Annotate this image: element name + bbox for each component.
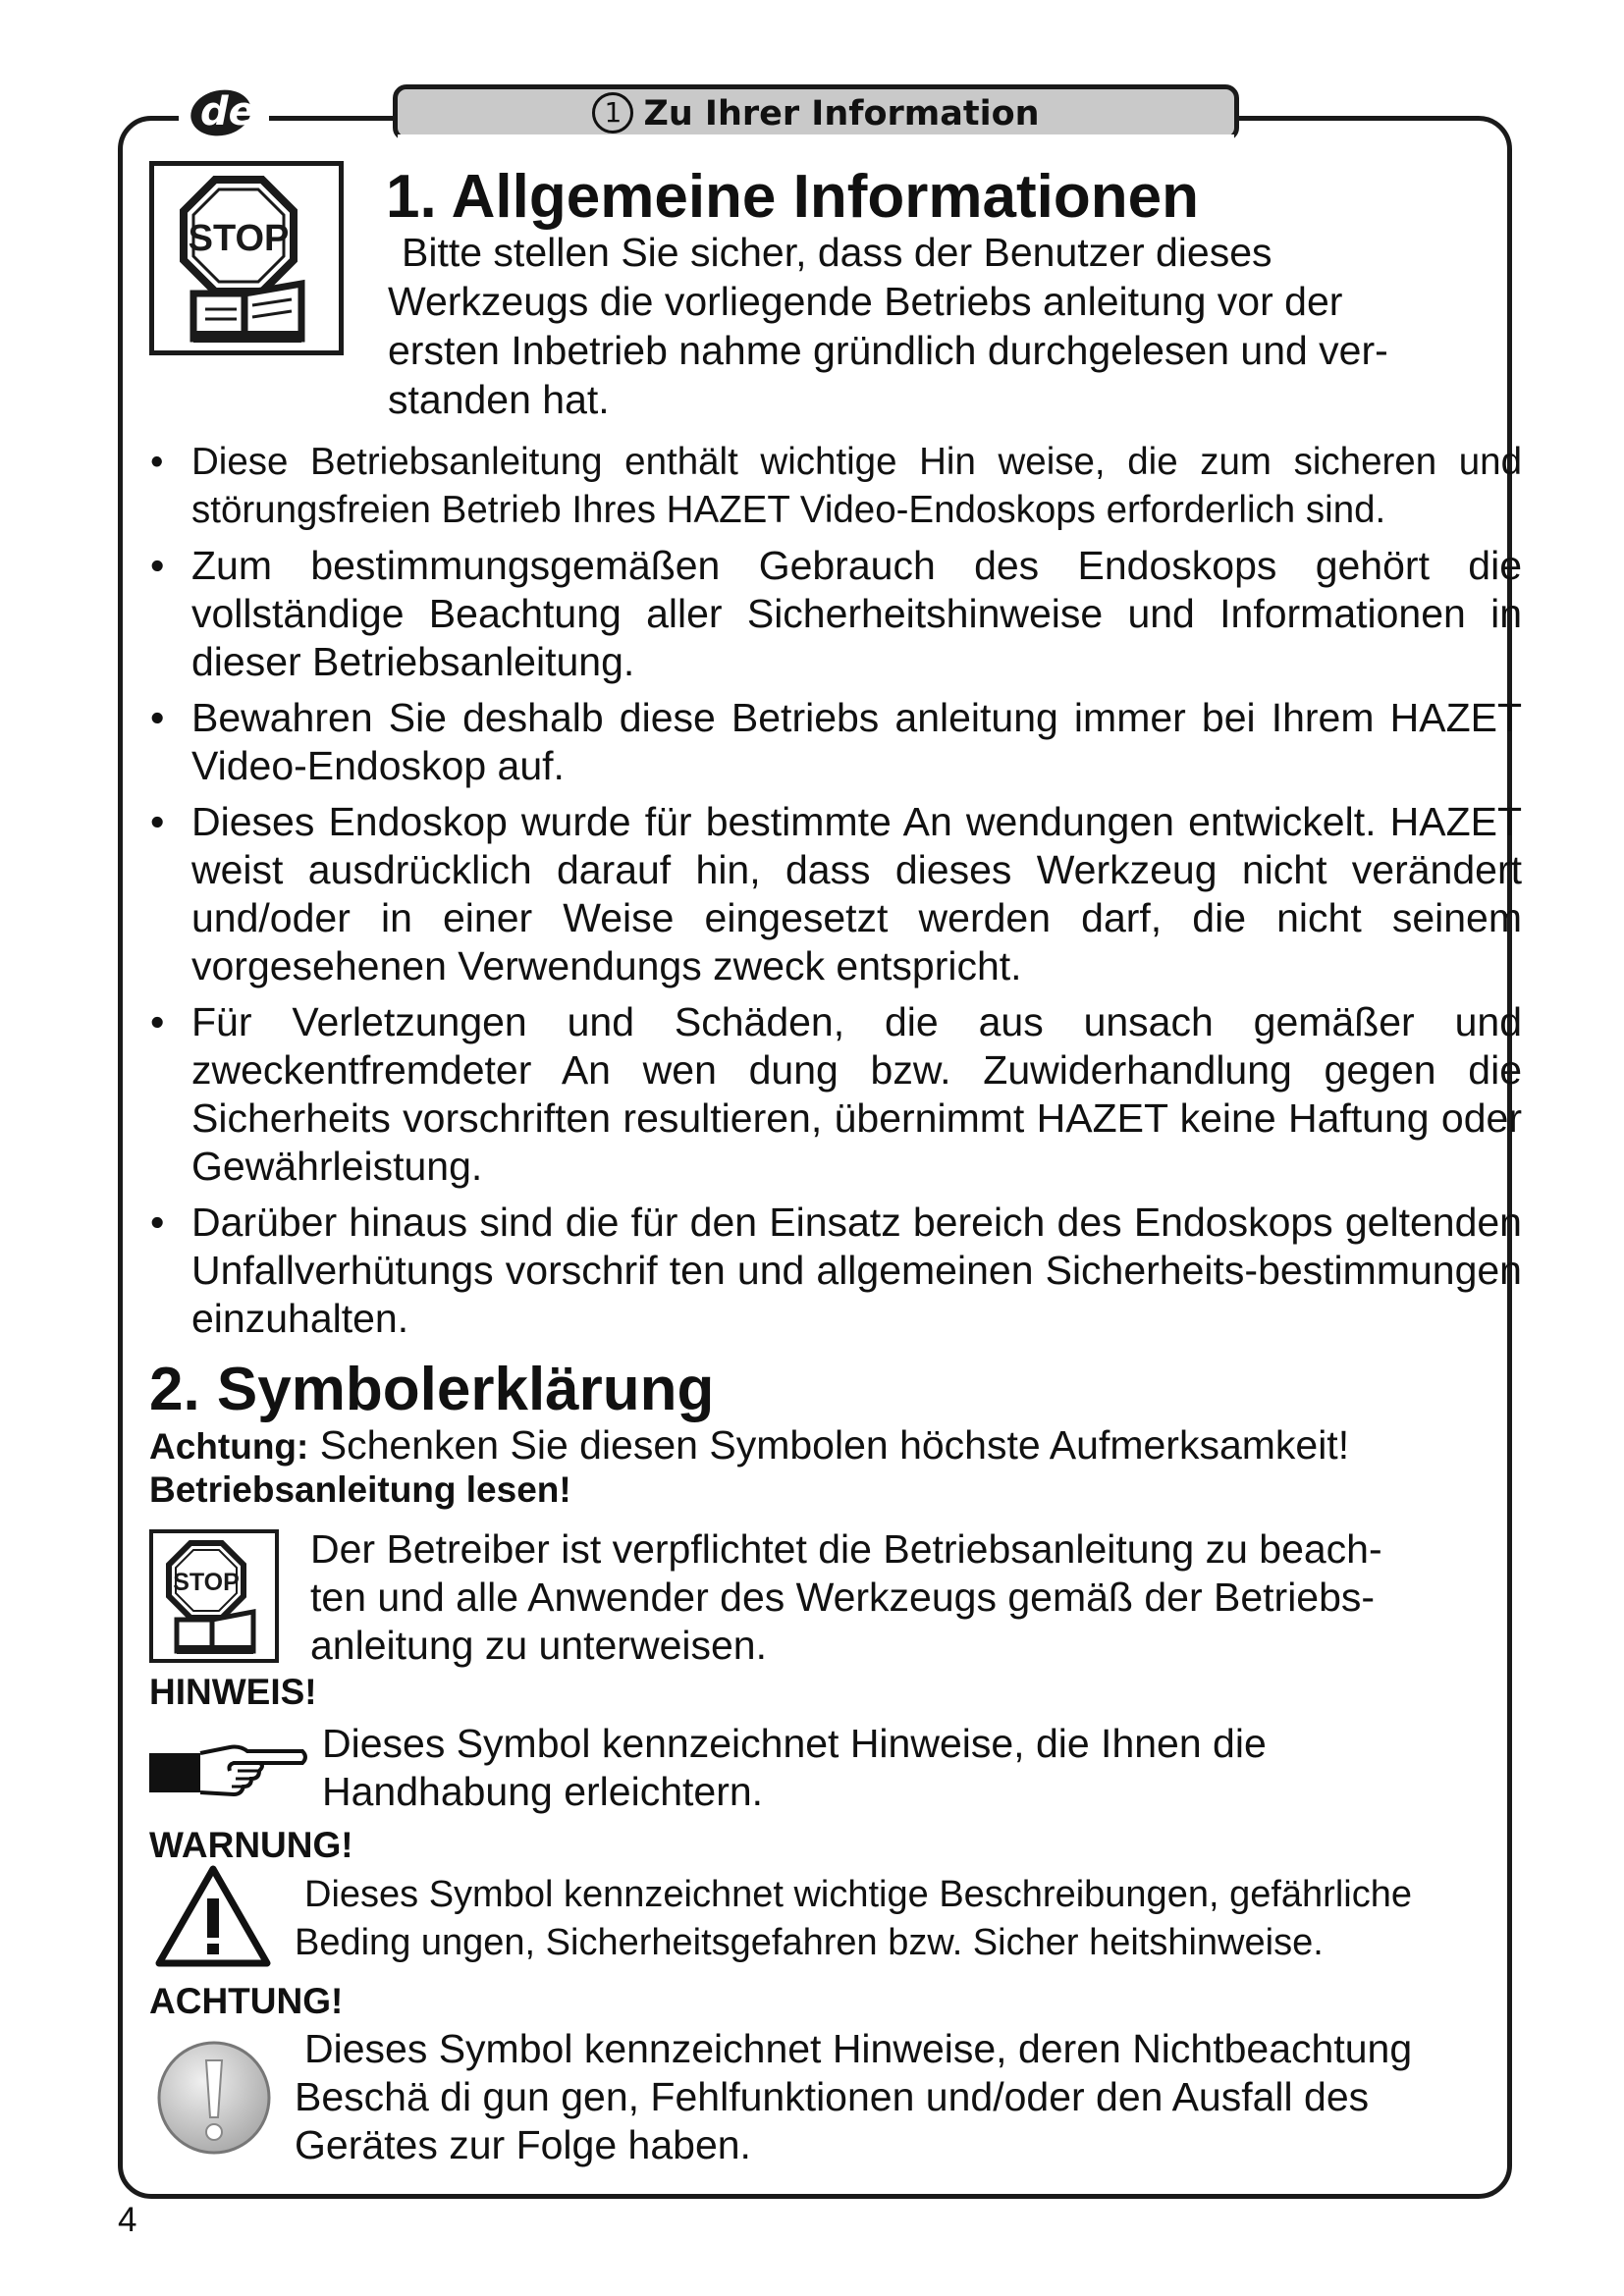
intro-paragraph (388, 228, 1443, 424)
attention-note (149, 1421, 1349, 1470)
page-number: 4 (118, 2201, 137, 2239)
bullet-item: • Bewahren Sie deshalb diese Betriebs anleitung immer bei Ihrem HAZET Video-Endoskop auf. (150, 695, 1522, 788)
intro-line: Bitte stellen Sie sicher, dass der Benutzer dieses (402, 230, 1272, 275)
language-badge (179, 84, 269, 143)
information-bullet-list (147, 438, 1522, 1351)
pointing-hand-icon (149, 1735, 308, 1804)
language-badge-text: de (200, 89, 255, 134)
warning-text: Dieses Symbol kennzeichnet wichtige Beschreibungen, gefährliche Beding ungen, Sicherheitsgefahren bzw. Sicher heitshinweise. (295, 1874, 1412, 1963)
bullet-item: • Zum bestimmungsgemäßen Gebrauch des Endoskops gehört die vollständige Beachtung aller Sicherheitshinweise und Informationen in dieser Betriebsanleitung. (150, 543, 1522, 684)
read-manual-label: Betriebsanleitung lesen! (149, 1469, 571, 1510)
read-manual-text: Der Betreiber ist verpflichtet die Betriebsanleitung zu beach- ten und alle Anwender des Werkzeugs gemäß der Betriebs- anleitung zu unterweisen. (310, 1526, 1382, 1668)
caution-text: Dieses Symbol kennzeichnet Hinweise, deren Nichtbeachtung Beschä di gun gen, Fehlfunktionen und/oder den Ausfall des Gerätes zur Folge haben. (295, 2026, 1413, 2167)
bullet-item: • Für Verletzungen und Schäden, die aus unsach gemäßer und zweckentfremdeter An wen dung bzw. Zuwiderhandlung gegen die Sicherheits vorschriften resultieren, übernimmt HAZET keine Haftung oder Gewährleistung. (150, 999, 1522, 1189)
intro-line: Werkzeugs die vorliegende Betriebs anleitung vor der (388, 279, 1343, 324)
hint-label: HINWEIS! (149, 1672, 317, 1712)
caution-exclamation-icon (153, 2037, 275, 2159)
section-number: 1 (592, 92, 633, 133)
attention-label: Achtung: (149, 1426, 309, 1467)
svg-text:STOP: STOP (173, 1569, 240, 1596)
intro-line: standen hat. (388, 377, 610, 422)
stop-sign-text: STOP (188, 218, 290, 259)
attention-text: Schenken Sie diesen Symbolen höchste Aufmerksamkeit! (308, 1422, 1350, 1468)
caution-label: ACHTUNG! (149, 1981, 344, 2021)
section-header-bar (393, 84, 1239, 141)
section-title: Zu Ihrer Information (643, 94, 1040, 133)
warning-label: WARNUNG! (149, 1825, 353, 1865)
warning-triangle-icon (155, 1863, 271, 1967)
heading-symbol-explanation: 2. Symbolerklärung (149, 1356, 715, 1423)
stop-read-manual-icon-small (149, 1529, 279, 1663)
bullet-item: • Diese Betriebsanleitung enthält wichtige Hin weise, die zum sicheren und störungsfreien Betrieb Ihres HAZET Video-Endoskops erforderlich sind. (150, 441, 1522, 531)
bullet-item: • Darüber hinaus sind die für den Einsatz bereich des Endoskops geltenden Unfallverhütungs vorschrif ten und allgemeinen Sicherheits-bestimmungen einzuhalten. (150, 1200, 1522, 1341)
heading-general-information: 1. Allgemeine Informationen (386, 163, 1199, 231)
intro-line: ersten Inbetrieb nahme gründlich durchgelesen und ver- (388, 328, 1388, 373)
hint-text: Dieses Symbol kennzeichnet Hinweise, die Ihnen die Handhabung erleichtern. (322, 1721, 1267, 1814)
stop-read-manual-icon (149, 161, 344, 355)
bullet-item: • Dieses Endoskop wurde für bestimmte An wendungen entwickelt. HAZET weist ausdrücklich darauf hin, dass dieses Werkzeug nicht verändert und/oder in einer Weise eingesetzt werden darf, die nicht seinem vorgesehenen Verwendungs zweck entspricht. (150, 799, 1522, 988)
